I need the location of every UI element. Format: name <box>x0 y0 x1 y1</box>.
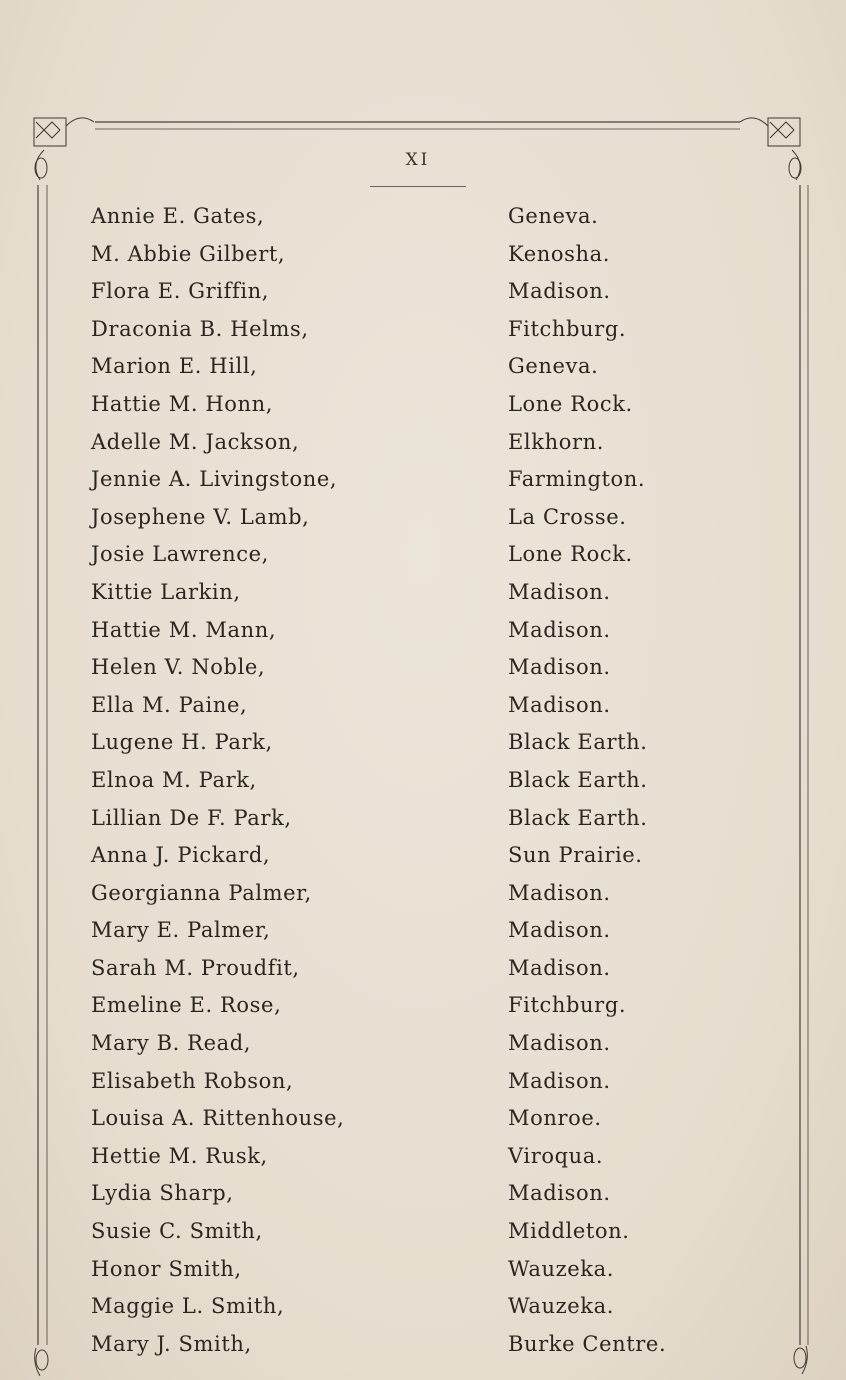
entry-name: Hattie M. Honn, <box>91 391 274 416</box>
list-item <box>0 649 846 687</box>
entry-name: Hattie M. Mann, <box>91 617 277 642</box>
list-item <box>0 311 846 349</box>
entry-name: Susie C. Smith, <box>91 1219 263 1244</box>
list-item <box>0 1326 846 1364</box>
entry-name: Elisabeth Robson, <box>91 1068 294 1093</box>
list-item <box>0 837 846 875</box>
entry-place: Madison. <box>508 1068 611 1093</box>
entry-place: Farmington. <box>508 467 646 492</box>
list-item <box>0 800 846 838</box>
list-item <box>0 724 846 762</box>
entry-list <box>0 198 846 1363</box>
entry-name: Sarah M. Proudfit, <box>91 955 300 980</box>
corner-ornament-icon <box>740 118 801 180</box>
list-item <box>0 950 846 988</box>
entry-place: Middleton. <box>508 1219 630 1244</box>
list-item <box>0 1288 846 1326</box>
list-item <box>0 1025 846 1063</box>
entry-name: Honor Smith, <box>91 1256 242 1281</box>
entry-name: M. Abbie Gilbert, <box>91 241 286 266</box>
entry-place: Madison. <box>508 1031 611 1056</box>
list-item <box>0 1175 846 1213</box>
page-number: XI <box>405 150 431 170</box>
list-item <box>0 912 846 950</box>
list-item <box>0 1100 846 1138</box>
list-item <box>0 987 846 1025</box>
entry-name: Mary E. Palmer, <box>91 918 271 943</box>
entry-place: Geneva. <box>508 204 599 228</box>
entry-place: Black Earth. <box>508 730 648 755</box>
entry-place: Monroe. <box>508 1106 602 1131</box>
entry-place: Elkhorn. <box>508 429 604 454</box>
entry-place: Kenosha. <box>508 241 611 266</box>
entry-name: Kittie Larkin, <box>91 579 241 604</box>
list-item <box>0 1251 846 1289</box>
list-item <box>0 1138 846 1176</box>
list-item <box>0 1213 846 1251</box>
list-item <box>0 1063 846 1101</box>
entry-name: Draconia B. Helms, <box>91 316 309 341</box>
entry-place: Geneva. <box>508 354 599 379</box>
entry-name: Lillian De F. Park, <box>91 805 292 830</box>
entry-name: Marion E. Hill, <box>91 354 258 379</box>
entry-place: Madison. <box>508 279 611 304</box>
entry-place: Burke Centre. <box>508 1331 667 1356</box>
entry-place: Fitchburg. <box>508 316 627 341</box>
entry-name: Lugene H. Park, <box>91 730 273 755</box>
entry-place: Madison. <box>508 655 611 680</box>
list-item <box>0 762 846 800</box>
entry-place: Wauzeka. <box>508 1256 615 1281</box>
entry-name: Adelle M. Jackson, <box>91 429 300 454</box>
entry-name: Annie E. Gates, <box>91 204 265 228</box>
list-item <box>0 687 846 725</box>
entry-name: Maggie L. Smith, <box>91 1294 285 1319</box>
entry-name: Louisa A. Rittenhouse, <box>91 1106 345 1131</box>
entry-place: Wauzeka. <box>508 1294 615 1319</box>
list-item <box>0 236 846 274</box>
list-item <box>0 348 846 386</box>
entry-name: Helen V. Noble, <box>91 655 266 680</box>
list-item <box>0 875 846 913</box>
entry-name: Lydia Sharp, <box>91 1181 234 1206</box>
entry-place: Fitchburg. <box>508 993 627 1018</box>
entry-place: Madison. <box>508 880 611 905</box>
page-number-rule <box>370 186 466 187</box>
corner-ornament-icon <box>34 118 94 180</box>
entry-place: Madison. <box>508 955 611 980</box>
entry-place: Madison. <box>508 1181 611 1206</box>
list-item <box>0 424 846 462</box>
entry-place: Lone Rock. <box>508 391 633 416</box>
entry-name: Mary J. Smith, <box>91 1331 252 1356</box>
entry-name: Hettie M. Rusk, <box>91 1143 268 1168</box>
list-item <box>0 536 846 574</box>
entry-place: La Crosse. <box>508 504 627 529</box>
list-item <box>0 198 846 236</box>
list-item <box>0 461 846 499</box>
entry-name: Jennie A. Livingstone, <box>91 467 338 492</box>
entry-name: Josie Lawrence, <box>91 542 269 567</box>
entry-name: Mary B. Read, <box>91 1031 252 1056</box>
entry-place: Lone Rock. <box>508 542 633 567</box>
entry-place: Madison. <box>508 918 611 943</box>
entry-name: Georgianna Palmer, <box>91 880 312 905</box>
entry-name: Flora E. Griffin, <box>91 279 270 304</box>
entry-place: Sun Prairie. <box>508 843 643 868</box>
entry-name: Ella M. Paine, <box>91 692 248 717</box>
entry-place: Black Earth. <box>508 767 648 792</box>
list-item <box>0 386 846 424</box>
entry-name: Elnoa M. Park, <box>91 767 257 792</box>
list-item <box>0 273 846 311</box>
entry-name: Josephene V. Lamb, <box>91 504 310 529</box>
list-item <box>0 499 846 537</box>
entry-name: Emeline E. Rose, <box>91 993 282 1018</box>
entry-place: Madison. <box>508 692 611 717</box>
entry-place: Viroqua. <box>508 1143 604 1168</box>
entry-place: Madison. <box>508 617 611 642</box>
list-item <box>0 612 846 650</box>
entry-place: Madison. <box>508 579 611 604</box>
entry-name: Anna J. Pickard, <box>91 843 271 868</box>
list-item <box>0 574 846 612</box>
entry-place: Black Earth. <box>508 805 648 830</box>
